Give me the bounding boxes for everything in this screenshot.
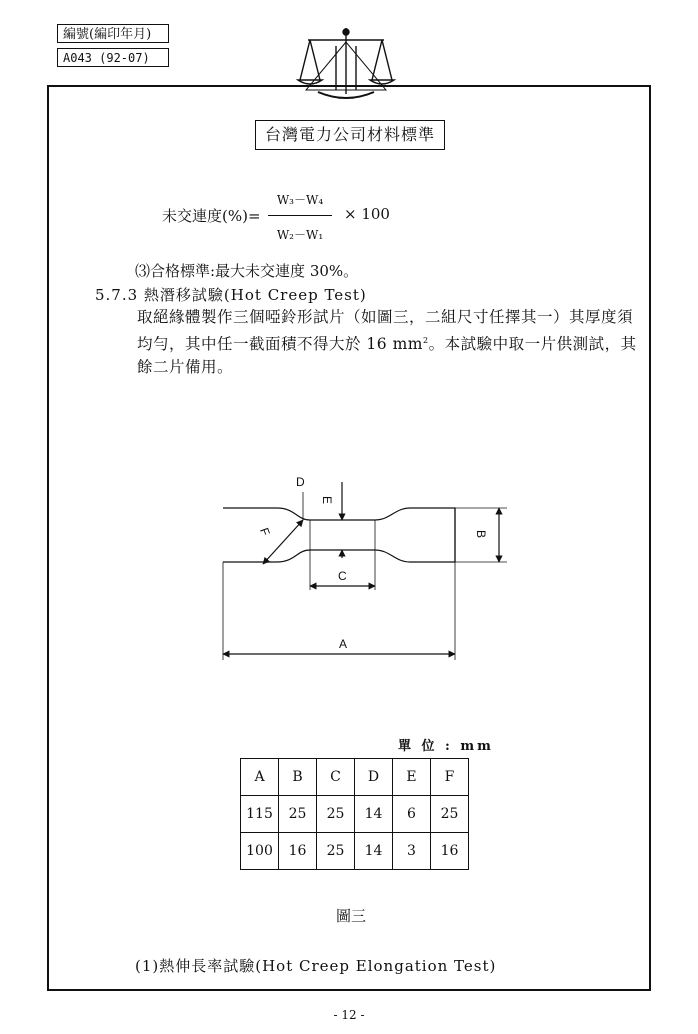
label-a: A xyxy=(339,637,348,651)
section-paragraph xyxy=(137,306,637,379)
paragraph-text-1: 取絕緣體製作三個啞鈴形試片（如圖三，二組尺寸任擇其一）其厚度須均勻，其中任一截面積不得大於 16 mm xyxy=(137,308,634,354)
table-header-cell: B xyxy=(279,759,317,796)
table-row xyxy=(241,796,469,833)
paragraph-text-2: 。本試驗中取一片供測試，其餘二片備用。 xyxy=(137,335,637,377)
document-code-label: 編號(編印年月) xyxy=(57,24,169,43)
table-cell: 25 xyxy=(317,796,355,833)
table-cell: 14 xyxy=(355,796,393,833)
formula-multiplier: × 100 xyxy=(344,205,390,223)
label-f: F xyxy=(257,525,273,538)
formula-numerator: W₃－W₄ xyxy=(276,193,324,207)
dumbbell-specimen-diagram xyxy=(215,470,488,670)
table-header-cell: A xyxy=(241,759,279,796)
document-code-value: A043 (92-07) xyxy=(57,48,169,67)
page-number: - 12 - xyxy=(333,1008,365,1022)
unit-label: 單 位 : mm xyxy=(398,739,494,754)
table-cell: 25 xyxy=(431,796,469,833)
table-header-cell: E xyxy=(393,759,431,796)
dimension-table xyxy=(240,758,469,870)
table-cell: 16 xyxy=(431,833,469,870)
label-d: D xyxy=(296,475,305,489)
standard-title: 台灣電力公司材料標準 xyxy=(255,120,445,150)
label-b: B xyxy=(474,530,488,539)
table-cell: 100 xyxy=(241,833,279,870)
formula-label: 未交連度(%)= xyxy=(162,207,261,225)
table-cell: 14 xyxy=(355,833,393,870)
table-cell: 3 xyxy=(393,833,431,870)
table-cell: 6 xyxy=(393,796,431,833)
table-header-row xyxy=(241,759,469,796)
table-header-cell: D xyxy=(355,759,393,796)
table-cell: 115 xyxy=(241,796,279,833)
figure-caption: 圖三 xyxy=(336,907,367,925)
label-e: E xyxy=(320,496,334,505)
acceptance-criteria: ⑶合格標準:最大未交連度 30%。 xyxy=(135,262,359,280)
section-heading: 5.7.3 熱潛移試驗(Hot Creep Test) xyxy=(95,286,367,304)
label-c: C xyxy=(338,569,347,583)
specimen-outline xyxy=(223,508,455,562)
table-cell: 25 xyxy=(279,796,317,833)
table-cell: 16 xyxy=(279,833,317,870)
table-row xyxy=(241,833,469,870)
paragraph-superscript: 2 xyxy=(422,336,429,345)
table-cell: 25 xyxy=(317,833,355,870)
hot-creep-elongation-heading: (1)熱伸長率試驗(Hot Creep Elongation Test) xyxy=(135,957,497,975)
fraction-line xyxy=(268,215,332,216)
table-header-cell: C xyxy=(317,759,355,796)
formula-denominator: W₂－W₁ xyxy=(276,228,324,242)
table-header-cell: F xyxy=(431,759,469,796)
